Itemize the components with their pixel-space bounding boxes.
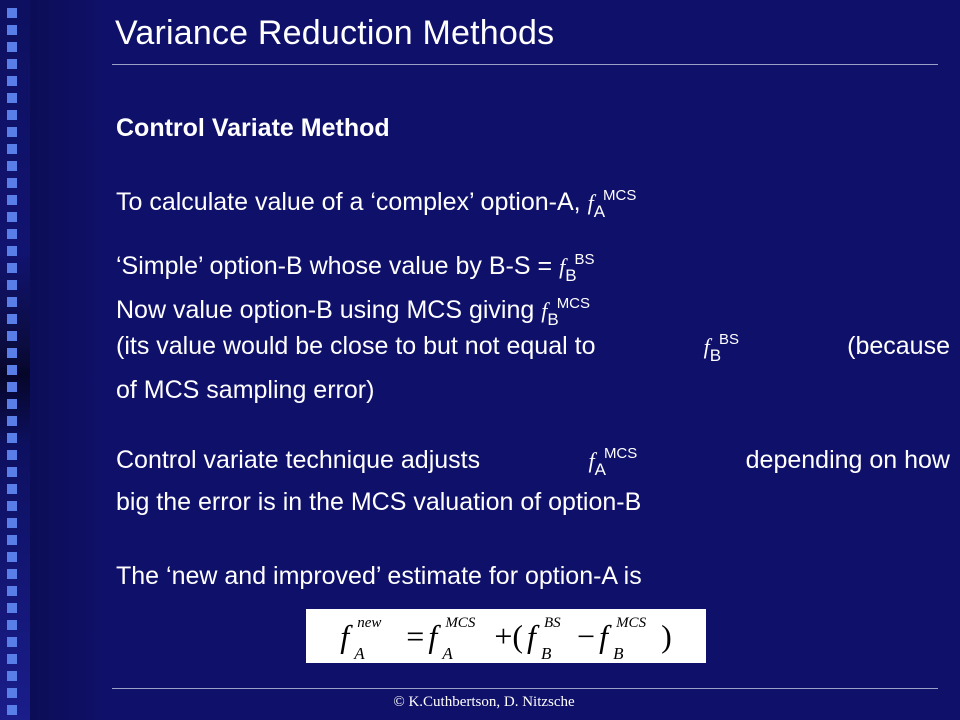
decorative-square xyxy=(7,501,17,511)
section-heading: Control Variate Method xyxy=(116,114,390,142)
decorative-square xyxy=(7,620,17,630)
decorative-square xyxy=(7,603,17,613)
line-now-value xyxy=(116,295,591,329)
line-calculate-text: To calculate value of a ‘complex’ option-A, xyxy=(116,188,581,216)
superscript-mcs: MCS xyxy=(603,187,637,204)
decorative-square xyxy=(7,433,17,443)
decorative-square xyxy=(7,467,17,477)
decorative-square xyxy=(7,76,17,86)
line-simple-text: ‘Simple’ option-B whose value by B-S = xyxy=(116,252,553,280)
decorative-square xyxy=(7,348,17,358)
decorative-square xyxy=(7,671,17,681)
decorative-square xyxy=(7,586,17,596)
subscript-a: A xyxy=(593,202,606,221)
formula-f-a-mcs: f MCS A xyxy=(428,614,476,663)
formula-equals: = xyxy=(406,617,425,654)
superscript-mcs: MCS xyxy=(556,295,591,312)
f-symbol: f xyxy=(559,254,566,279)
decorative-square xyxy=(7,59,17,69)
line-simple xyxy=(116,251,595,285)
decorative-square xyxy=(7,297,17,307)
decorative-square xyxy=(7,93,17,103)
decorative-square xyxy=(7,263,17,273)
decorative-square xyxy=(7,331,17,341)
decorative-square xyxy=(7,484,17,494)
decorative-square xyxy=(7,229,17,239)
formula-f-a-new: f new A xyxy=(340,614,382,663)
f-symbol: f xyxy=(703,334,710,359)
line-sampling-error: of MCS sampling error) xyxy=(116,376,375,404)
decorative-square xyxy=(7,399,17,409)
line-error-size: big the error is in the MCS valuation of option-B xyxy=(116,488,642,516)
decorative-square xyxy=(7,314,17,324)
formula-minus: − xyxy=(577,617,596,654)
decorative-square xyxy=(7,144,17,154)
line-its-text: (its value would be close to but not equal to xyxy=(116,332,596,360)
decorative-square xyxy=(7,535,17,545)
decorative-square xyxy=(7,110,17,120)
decorative-square xyxy=(7,195,17,205)
superscript-bs: BS xyxy=(719,331,740,348)
line-cv-text: Control variate technique adjusts xyxy=(116,446,481,474)
f-symbol: f xyxy=(588,448,595,473)
formula-plus-paren: +( xyxy=(494,617,524,654)
f-symbol: f xyxy=(541,298,548,323)
superscript-bs: BS xyxy=(574,251,595,268)
slide-title: Variance Reduction Methods xyxy=(115,14,555,52)
decorative-square xyxy=(7,280,17,290)
line-cv-suffix: depending on how xyxy=(745,446,950,474)
superscript-mcs: MCS xyxy=(603,445,638,462)
decorative-square xyxy=(7,161,17,171)
decorative-square xyxy=(7,365,17,375)
decorative-square xyxy=(7,42,17,52)
line-now-text: Now value option-B using MCS giving xyxy=(116,296,535,324)
footer-divider xyxy=(112,688,938,689)
formula-f-b-mcs: f MCS B xyxy=(599,614,647,663)
subscript-b: B xyxy=(547,310,559,329)
formula-f-b-bs: f BS B xyxy=(527,614,561,663)
decorative-square xyxy=(7,637,17,647)
copyright-footer: © K.Cuthbertson, D. Nitzsche xyxy=(393,694,575,710)
decorative-square xyxy=(7,569,17,579)
decorative-square xyxy=(7,382,17,392)
decorative-square xyxy=(7,552,17,562)
subscript-b: B xyxy=(565,266,577,285)
decorative-square xyxy=(7,450,17,460)
line-its-suffix: (because xyxy=(847,332,950,360)
decorative-square xyxy=(7,8,17,18)
subscript-a: A xyxy=(594,460,606,479)
line-its-value xyxy=(116,331,950,365)
f-symbol: f xyxy=(587,190,594,215)
line-calculate xyxy=(116,187,637,221)
decorative-square xyxy=(7,212,17,222)
line-control-variate xyxy=(116,445,950,479)
subscript-b: B xyxy=(709,346,722,365)
decorative-square xyxy=(7,178,17,188)
decorative-square xyxy=(7,416,17,426)
decorative-square xyxy=(7,25,17,35)
decorative-square xyxy=(7,246,17,256)
decorative-square xyxy=(7,518,17,528)
decorative-square xyxy=(7,654,17,664)
left-decorative-strip xyxy=(0,0,30,720)
decorative-square xyxy=(7,127,17,137)
formula-image xyxy=(306,609,706,663)
title-divider xyxy=(112,64,938,65)
formula-close-paren: ) xyxy=(661,617,672,654)
line-new-estimate: The ‘new and improved’ estimate for option-A is xyxy=(116,562,642,590)
